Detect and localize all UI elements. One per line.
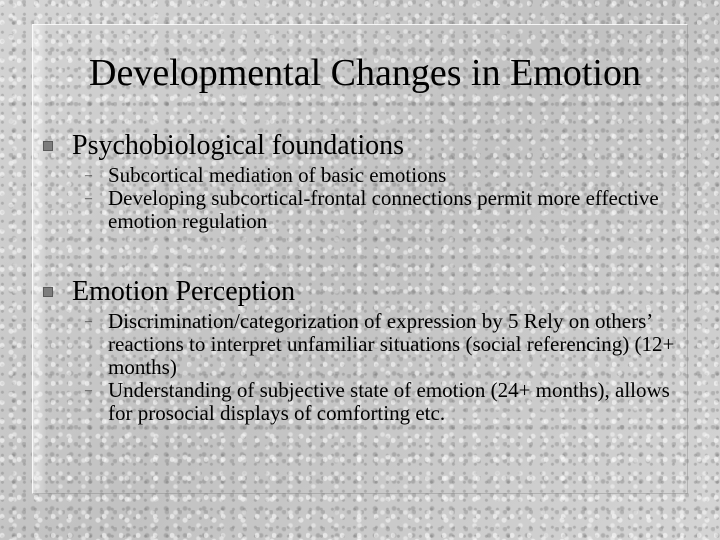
sub-bullet-text: Discrimination/categorization of expression by 5 Rely on others’ reactions to interpret unfamiliar situations (social referencing) (12+ months) — [108, 309, 675, 379]
sub-bullet-list — [38, 310, 678, 425]
main-bullet-label: Psychobiological foundations — [72, 130, 405, 161]
slide-title: Developmental Changes in Emotion — [89, 52, 641, 94]
main-bullet — [38, 128, 678, 164]
bullet-section-psychobiological — [38, 128, 678, 233]
sub-bullet — [85, 163, 678, 187]
dash-bullet-icon: – — [85, 191, 92, 206]
square-bullet-icon — [43, 287, 53, 297]
sub-bullet-text: Developing subcortical-frontal connections permit more effective emotion regulation — [108, 186, 659, 233]
dash-bullet-icon: – — [85, 168, 92, 183]
main-bullet-label: Emotion Perception — [72, 276, 296, 307]
square-bullet-icon — [43, 141, 53, 151]
sub-bullet — [85, 378, 678, 425]
sub-bullet — [85, 186, 678, 233]
dash-bullet-icon: – — [85, 383, 92, 398]
dash-bullet-icon: – — [85, 314, 92, 329]
sub-bullet-text: Subcortical mediation of basic emotions — [108, 163, 447, 187]
sub-bullet-text: Understanding of subjective state of emotion (24+ months), allows for prosocial displays of comforting etc. — [108, 378, 670, 425]
bullet-section-emotion-perception — [38, 274, 678, 425]
sub-bullet — [85, 309, 678, 379]
main-bullet — [38, 274, 678, 310]
sub-bullet-list — [38, 164, 678, 233]
